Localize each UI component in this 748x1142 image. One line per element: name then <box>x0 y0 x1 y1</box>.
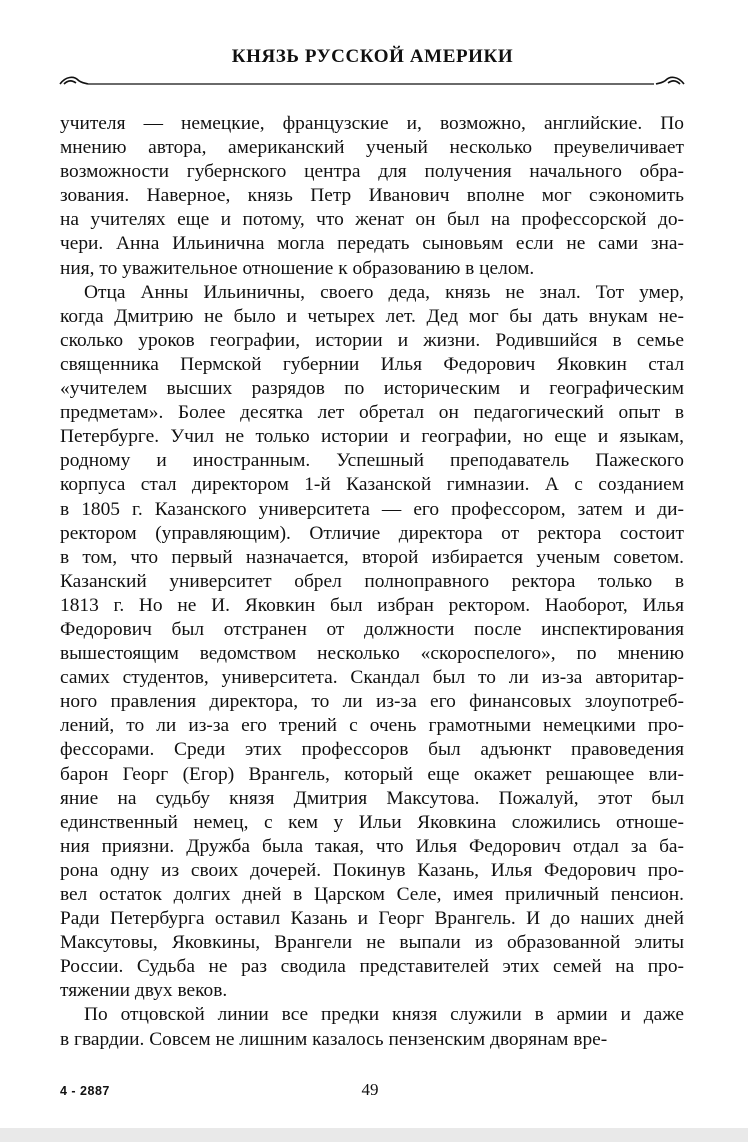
text-line: самих студентов, университета. Скандал был то ли из-за авторитар- <box>60 667 684 689</box>
text-line: сколько уроков географии, истории и жизни. Родившийся в семье <box>60 329 684 351</box>
text-line: Отца Анны Ильиничны, своего деда, князь не знал. Тот умер, <box>84 281 684 303</box>
paragraph <box>60 281 684 1004</box>
text-line: вышестоящим ведомством несколько «скороспелого», по мнению <box>60 643 684 665</box>
text-line: возможности губернского центра для получения начального обра- <box>60 161 684 183</box>
left-flourish-icon <box>60 77 88 84</box>
paragraph <box>60 112 684 281</box>
text-line: «учителем высших разрядов по историческим и географическим <box>60 378 684 400</box>
text-line: Федорович был отстранен от должности после инспектирования <box>60 618 684 640</box>
text-line: единственный немец, с кем у Ильи Яковкина сложились отноше- <box>60 811 684 833</box>
text-line: фессорами. Среди этих профессоров был адъюнкт правоведения <box>60 739 684 761</box>
text-line: яние на судьбу князя Дмитрия Максутова. Пожалуй, этот был <box>60 787 684 809</box>
text-line: мнению автора, американский ученый несколько преувеличивает <box>60 137 684 159</box>
text-line: рона одну из своих дочерей. Покинув Казань, Илья Федорович про- <box>60 859 684 881</box>
text-line: учителя — немецкие, французские и, возможно, английские. По <box>60 113 684 134</box>
text-line: ректором (управляющим). Отличие директора от ректора состоит <box>60 522 684 544</box>
text-line: чери. Анна Ильинична могла передать сыновьям если не сами зна- <box>60 233 684 255</box>
text-line: Казанский университет обрел полноправного ректора только в <box>60 570 684 592</box>
text-line: предметам». Более десятка лет обретал он педагогический опыт в <box>60 402 684 424</box>
text-line: на учителях еще и потому, что женат он был на профессорской до- <box>60 209 684 231</box>
text-line: 1813 г. Но не И. Яковкин был избран ректором. Наоборот, Илья <box>60 594 684 616</box>
text-line: в 1805 г. Казанского университета — его профессором, затем и ди- <box>60 498 684 520</box>
text-line: священника Пермской губернии Илья Федорович Яковкин стал <box>60 353 684 375</box>
text-line: ния приязни. Дружба была такая, что Илья Федорович отдал за ба- <box>60 835 684 857</box>
text-line: Максутовы, Яковкины, Врангели не выпали из образованной элиты <box>60 932 684 954</box>
running-head-title: КНЯЗЬ РУССКОЙ АМЕРИКИ <box>231 46 514 67</box>
text-line: в том, что первый назначается, второй избирается ученым советом. <box>60 546 684 568</box>
text-line: лений, то ли из-за его трений с очень грамотными немецкими про- <box>60 715 684 737</box>
text-line: зования. Наверное, князь Петр Иванович вполне мог сэкономить <box>60 185 684 207</box>
text-line: когда Дмитрию не было и четырех лет. Дед мог бы дать внукам не- <box>60 305 684 327</box>
text-line: России. Судьба не раз сводила представителей этих семей на про- <box>60 956 684 978</box>
right-flourish-icon <box>656 77 684 84</box>
body-text <box>60 112 684 1052</box>
scan-bottom-edge <box>0 1128 748 1142</box>
text-line: тяжении двух веков. <box>60 980 228 1002</box>
text-line: барон Георг (Егор) Врангель, который еще окажет решающее вли- <box>60 763 684 785</box>
text-line: Ради Петербурга оставил Казань и Георг Врангель. И до наших дней <box>60 908 684 930</box>
text-line: По отцовской линии все предки князя служили в армии и даже <box>84 1004 684 1026</box>
header-ornament-rule <box>58 72 686 88</box>
printer-signature-mark: 4 - 2887 <box>60 1084 110 1098</box>
text-line: в гвардии. Совсем не лишним казалось пензенским дворянам вре- <box>60 1028 608 1050</box>
text-line: вел остаток долгих дней в Царском Селе, имея приличный пенсион. <box>60 884 684 905</box>
text-line: ного правления директора, то ли из-за его финансовых злоупотреб- <box>60 691 684 713</box>
text-line: родному и иностранным. Успешный преподаватель Пажеского <box>60 450 684 472</box>
text-line: корпуса стал директором 1-й Казанской гимназии. А с созданием <box>60 474 684 496</box>
page-number: 49 <box>361 1080 379 1099</box>
text-line: Петербурге. Учил не только истории и географии, но еще и языкам, <box>60 426 684 448</box>
paragraph <box>60 1003 684 1051</box>
text-line: ния, то уважительное отношение к образованию в целом. <box>60 257 535 279</box>
